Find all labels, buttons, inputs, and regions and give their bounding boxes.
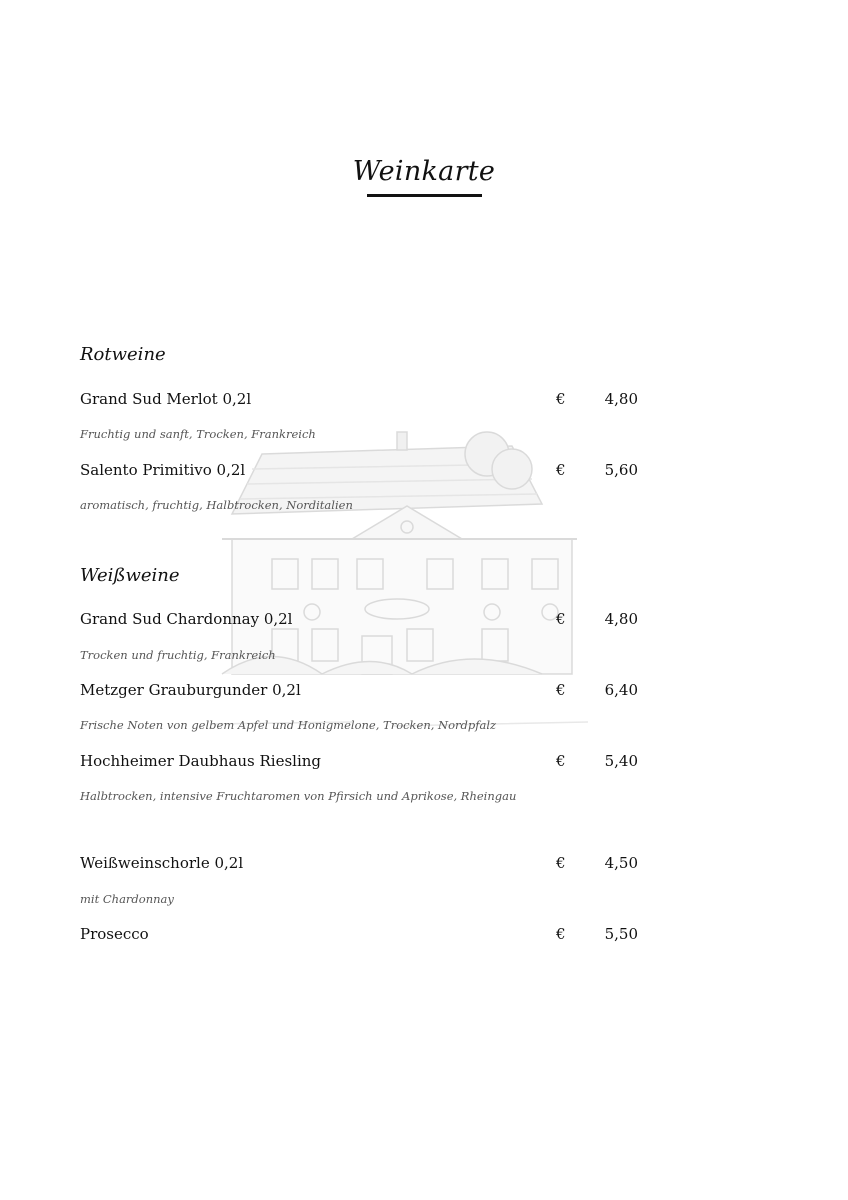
item-price: 5,60 [604,461,638,479]
item-currency: € [556,461,566,479]
item-description: Trocken und fruchtig, Frankreich [80,648,276,662]
page-title: Weinkarte [352,156,496,187]
item-currency: € [556,854,566,872]
title-underline [367,194,482,197]
item-name-grand-sud-chardonnay: Grand Sud Chardonnay 0,2l [80,610,293,628]
item-name-grand-sud-merlot: Grand Sud Merlot 0,2l [80,390,252,408]
item-name-metzger-grauburgunder: Metzger Grauburgunder 0,2l [80,681,301,699]
item-description: Frische Noten von gelbem Apfel und Honigmelone, Trocken, Nordpfalz [80,718,497,732]
item-price: 4,80 [604,610,638,628]
item-description: mit Chardonnay [80,892,174,906]
item-description: Halbtrocken, intensive Fruchtaromen von Pfirsich und Aprikose, Rheingau [80,789,517,803]
item-price: 4,50 [604,854,638,872]
item-name-salento-primitivo: Salento Primitivo 0,2l [80,461,246,479]
item-currency: € [556,925,566,943]
item-price: 5,50 [604,925,638,943]
item-name-prosecco: Prosecco [80,925,149,943]
item-description: Fruchtig und sanft, Trocken, Frankreich [80,427,316,441]
item-name-weissweinschorle: Weißweinschorle 0,2l [80,854,244,872]
item-price: 6,40 [604,681,638,699]
item-currency: € [556,610,566,628]
item-description: aromatisch, fruchtig, Halbtrocken, Norditalien [80,498,353,512]
house-sketch-icon [212,424,588,756]
item-price: 5,40 [604,752,638,770]
section-heading-weissweine: Weißweine [80,565,180,586]
item-currency: € [556,681,566,699]
item-currency: € [556,752,566,770]
item-price: 4,80 [604,390,638,408]
section-heading-rotweine: Rotweine [80,344,166,365]
item-currency: € [556,390,566,408]
item-name-hochheimer-daubhaus-riesling: Hochheimer Daubhaus Riesling [80,752,322,770]
